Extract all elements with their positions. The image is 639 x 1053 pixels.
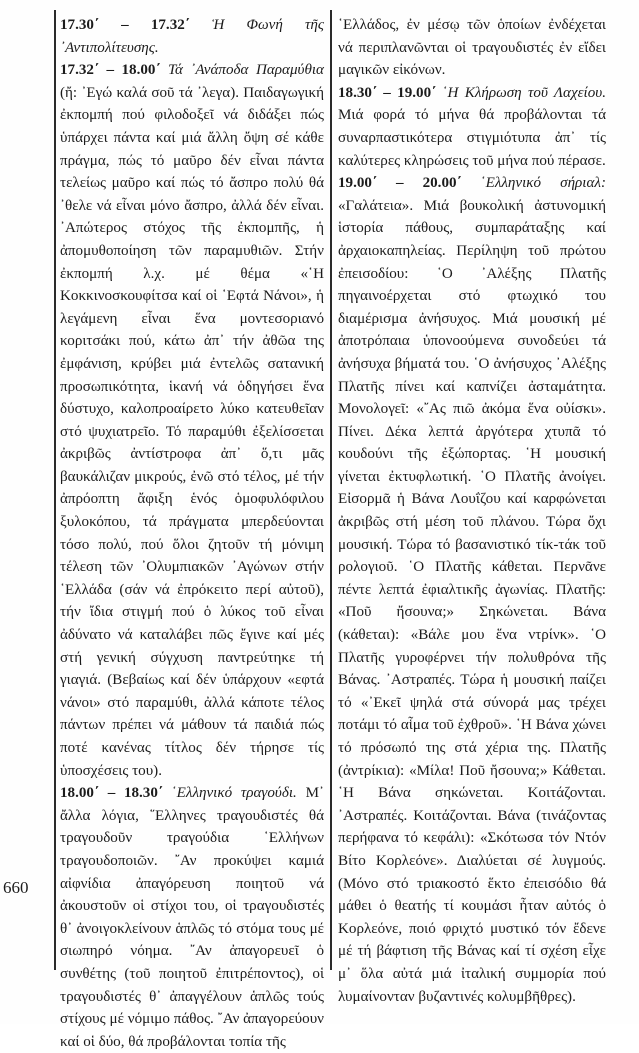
entry-title: Ἡ Φωνή τῆς ᾿Αντιπολίτευσης. <box>60 17 324 56</box>
entry-text: ῾Ελλάδος, ἐν μέσῳ τῶν ὁποίων ἐνδέχεται νά περιπλανῶνται οἱ τραγουδιστές ἐν εἴδει μαγικῶν εἰκόνων. <box>338 17 606 79</box>
entry-time: 17.32΄ – 18.00΄ <box>60 62 161 79</box>
entry-title: ῾Η Κλήρωση τοῦ Λαχείου. <box>442 84 606 101</box>
program-entry <box>60 14 324 59</box>
page-number: 660 <box>3 878 29 897</box>
entry-text: (ἤ: ᾿Εγώ καλά σοῦ τά ᾿λεγα). Παιδαγωγική ἐκπομπή πού φιλοδοξεῖ νά διδάξει πώς ὑπάρχει πάντα καί μιά ἄλλη ὄψη σέ κάθε πράγμα, πώς τό μαῦρο δέν εἶναι πάντα τελείως μαῦρο καί πώς τό ἄσπρο πολύ θά ᾿θελε νά εἶναι μόνο ἄσπρο, ἀλλά δέν εἶναι. ᾿Απώτερος στόχος τῆς ἐκπομπῆς, ἡ ἀπομυθοποίηση τῶν παραμυθιῶν. Στήν ἐκπομπή λ.χ. μέ θέμα «῾Η Κοκκινοσκουφίτσα καί οἱ ῾Εφτά Νάνοι», ἡ λεγάμενη εἶναι ἕνα μοντεσοριανό κοριτσάκι πού, κάτω ἀπ᾿ τήν ἀθῶα της ἐμφάνιση, κρύβει μιά ἐντελῶς σατανική προσωπικότητα, ἱκανή νά ὁδηγήσει ἕνα δύστυχο, καλοπροαίρετο λύκο κατευθεῖαν στό ψυχιατρεῖο. Τό παραμύθι ἐξελίσσεται ἀκριβῶς ἀντίστροφα ἀπ᾿ ὅ,τι μᾶς βαυκάλιζαν μικρούς, ἐνῶ στό τέλος, μέ τήν ἀπρόοπτη ἄφιξη ἑνός ὁμοφυλόφιλου ξυλοκόπου, τά πράγματα μπερδεύονται τόσο πολύ, πού ὅλοι ζητοῦν τή μόνιμη τέλεση τῶν ᾿Ολυμπιακῶν ᾿Αγώνων στήν ῾Ελλάδα (σάν νά ἐπρόκειτο περί αὐτοῦ), τήν ἴδια στιγμή πού ὁ λύκος τοῦ εἶναι ἀδύνατο νά καταλάβει πῶς ἔγινε καί μές στή γενική σύγχυση παντρεύτηκε τή γιαγιά. (Βεβαίως καί δέν ὑπάρχουν «εφτά νάνοι» στό παραμύθι, ἀλλά κάποτε τέλος πάντων πρέπει νά μάθουν τά παιδιά πώς ποτέ κανένας τίτλος δέν τήρησε τίς ὑποσχέσεις του). <box>60 84 324 779</box>
entry-text: «Γαλάτεια». Μιά βουκολική ἀστυνομική ἱστορία πάθους, συμπαράταξης καί ἀρχαιοκαπηλείας. Περίληψη τοῦ πρώτου ἐπεισοδίου: ῾Ο ᾿Αλέξης Πλατῆς πηγαινοέρχεται στό φτωχικό του διαμέρισμα ἀνήσυχος. Μιά μουσική μέ ἀποτρόπαια ὑπονοούμενα συνοδεύει τά ἀνήσυχα βήματά του. ῾Ο ἀνήσυχος ᾿Αλέξης Πλατῆς πίνει καί καπνίζει ἀσταμάτητα. Μονολογεῖ: «῎Ας πιῶ ἀκόμα ἕνα οὐίσκι». Πίνει. Δέκα λεπτά ἀργότερα χτυπᾶ τό κουδούνι τῆς ἐξώπορτας. ῾Η μουσική γίνεται ἐκτυφλωτική. ῾Ο Πλατῆς ἀνοίγει. Εἰσορμᾶ ἡ Βάνα Λουΐζου καί καρφώνεται ἀκριβῶς στή μέση τοῦ πλάνου. Τώρα ὄχι μουσική. Τώρα τό βασανιστικό τίκ-τάκ τοῦ ρολογιοῦ. ῾Ο Πλατῆς κάθεται. Περνᾶνε πέντε λεπτά ἐφιαλτικῆς ἀγωνίας. Πλατῆς: «Ποῦ ἤσουνα;» Σηκώνεται. Βάνα (κάθεται): «Βάλε μου ἕνα ντρίνκ». ῾Ο Πλατῆς γυροφέρνει τήν πολυθρόνα τῆς Βάνας. ᾿Αστραπές. Τώρα ἡ μουσική παίζει τό «᾿Εκεῖ ψηλά στά σύνορά μας τρέχει ποτάμι τό αἷμα τοῦ ἐχθροῦ». ῾Η Βάνα χώνει τό πρόσωπό της στά χέρια της. Πλατῆς (ἀντρίκια): «Μίλα! Ποῦ ἤσουνα;» Κάθεται. ῾Η Βάνα σηκώνεται. Κοιτάζονται. ᾿Αστραπές. Κοιτάζονται. Βάνα (τινάζοντας περήφανα τό κεφάλι): «Σκότωσα τόν Ντόν Βίτο Κορλεόνε». Διαλύεται σέ λυγμούς. (Μόνο στό τριακοστό ἕκτο ἐπεισόδιο θά μάθει ὁ θεατής τί κουμάσι ἦταν αὐτός ὁ Κορλεόνε, ποιό φριχτό μυστικό τόν ἔδενε μέ τή βάφτιση τῆς Βάνας καί τί σχέση εἶχε μ᾿ ὅλα αὐτά μιά ἰταλική συμμορία πού λυμαίνονταν βυζαντινές κολυμβῆθρες). <box>338 197 606 1005</box>
program-entry <box>338 82 606 172</box>
entry-time: 18.00΄ – 18.30΄ <box>60 785 163 802</box>
entry-title: ῾Ελληνικό τραγούδι. <box>171 785 297 802</box>
column-divider-rule <box>330 10 332 970</box>
entry-text: Μιά φορά τό μήνα θά προβάλονται τά συναρπαστικότερα στιγμιότυπα ἀπ᾿ τίς καλύτερες κληρώσεις τοῦ μήνα πού πέρασε. <box>338 107 606 169</box>
program-entry <box>338 14 606 82</box>
entry-time: 17.30΄ – 17.32΄ <box>60 17 190 33</box>
entry-time: 18.30΄ – 19.00΄ <box>338 84 437 101</box>
entry-title: ῾Ελληνικό σήριαλ: <box>480 175 606 192</box>
entry-text: Μ᾿ ἄλλα λόγια, ῞Ελληνες τραγουδιστές θά τραγουδοῦν τραγούδια ῾Ελλήνων τραγουδοποιῶν. ῎Αν προκύψει καμιά αἰφνίδια ἀπαγόρευση ποιητοῦ νά ἀκουστοῦν οἱ στίχοι του, οἱ τραγουδιστές θ᾿ ἀνοιγοκλείνουν ἁπλῶς τό στόμα τους μέ σιωπηρό νόημα. ῎Αν ἀπαγορευεῖ ὁ συνθέτης (τοῦ ποιητοῦ ἐπιτρέποντος), οἱ τραγουδιστές θ᾿ ἀπαγγέλουν ἁπλῶς τούς στίχους μέ νόμιμο πάθος. ῎Αν ἀπαγορεύουν καί οἱ δύο, θά προβάλονται τοπία τῆς <box>60 785 325 1050</box>
program-entry <box>60 782 324 1053</box>
program-entry <box>60 59 324 782</box>
program-entry <box>338 172 606 1008</box>
entry-title: Τά ᾿Ανάποδα Παραμύθια <box>167 62 324 79</box>
left-column <box>60 14 324 1053</box>
left-margin-rule <box>54 10 56 970</box>
right-column <box>338 14 606 1008</box>
entry-time: 19.00΄ – 20.00΄ <box>338 175 462 192</box>
